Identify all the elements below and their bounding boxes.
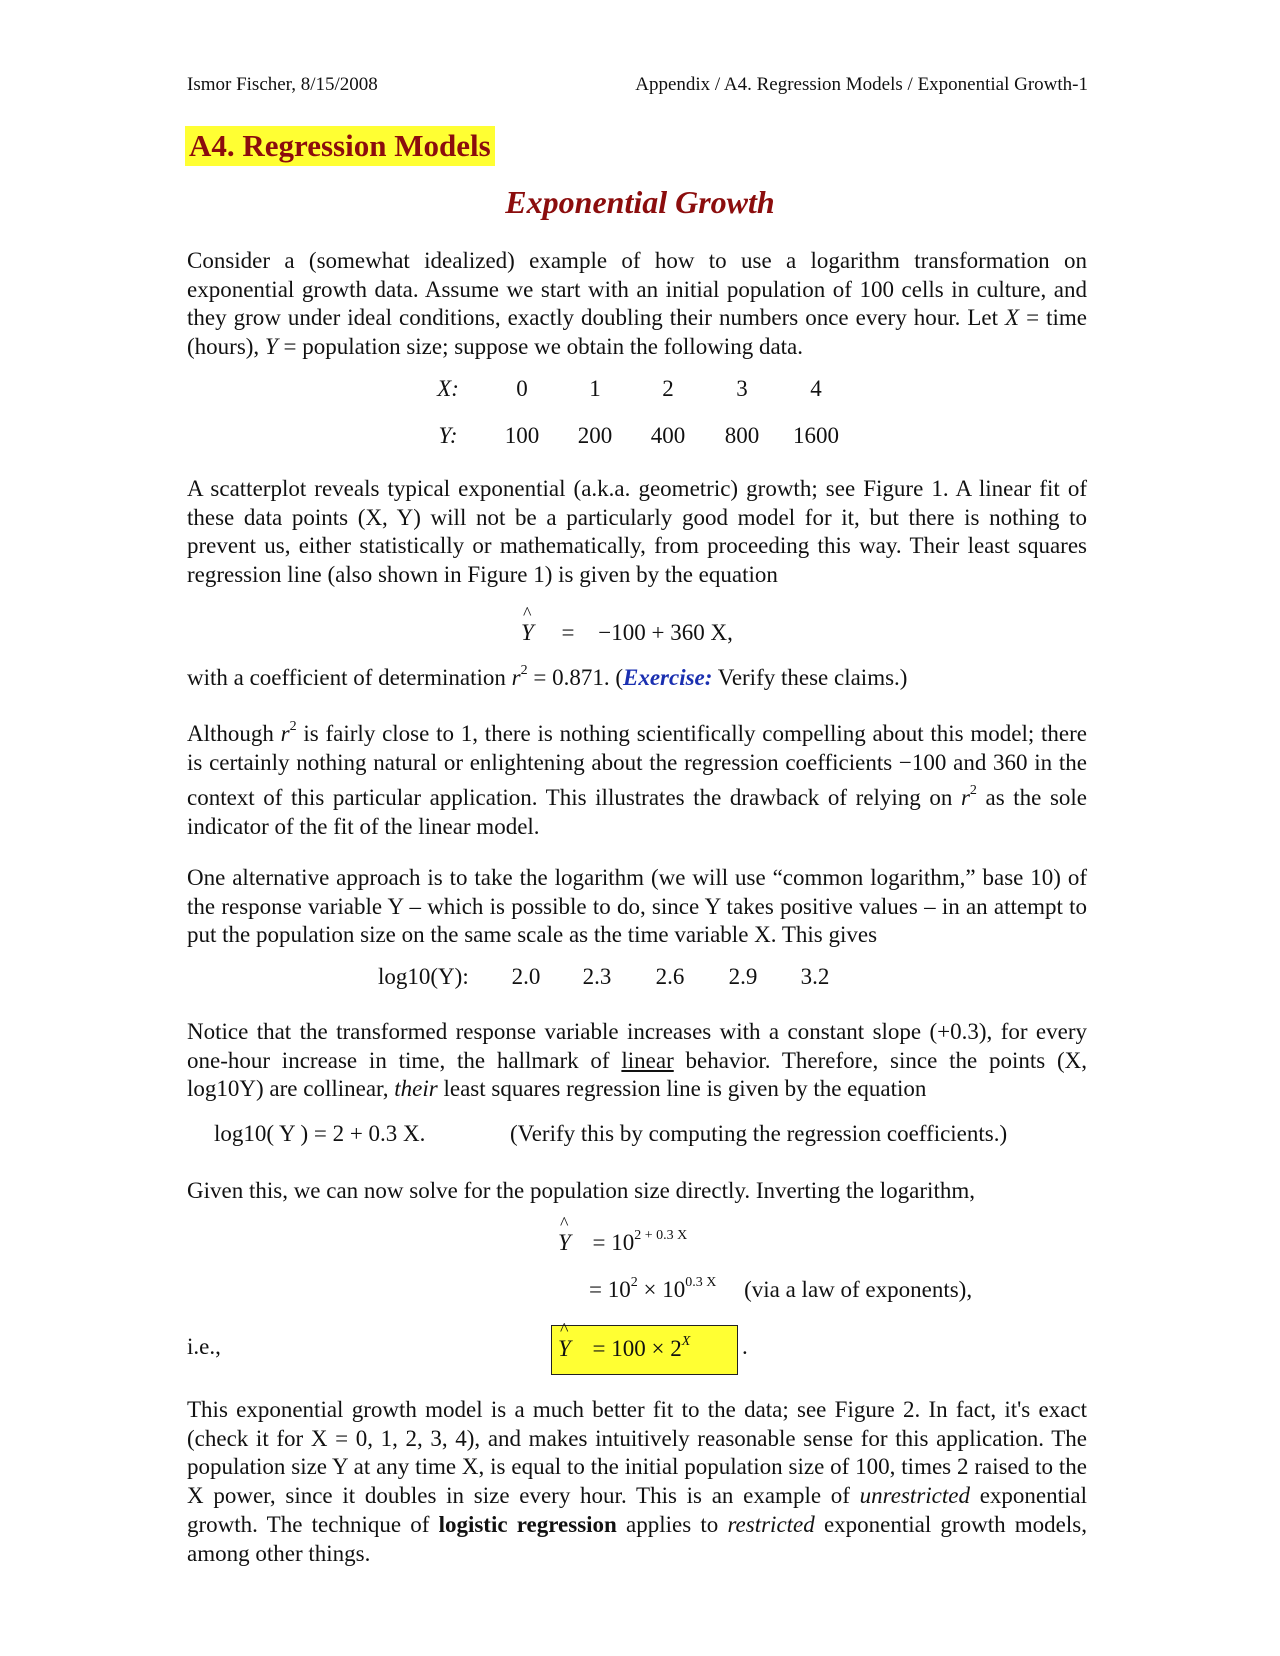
exponent: 0.3 X [685,1275,717,1290]
table-cell: 100 [504,423,540,448]
paragraph-text: behavior. Therefore, since the points (X, log10Y) are collinear, [187,1047,1087,1102]
equation-linear-fit [521,620,733,646]
exponent: 2 [630,1275,638,1290]
row-label-x: X: [437,376,459,401]
paragraph-text: with a coefficient of determination [187,665,512,690]
paragraph-collinear [187,1018,1087,1104]
equation-period: . [742,1334,748,1359]
paragraph-text: Notice that the transformed response variable increases with a constant slope (+0.3), for every one-hour increase in time, the hallmark of [187,1019,1087,1073]
paragraph-conclusion [187,1396,1087,1568]
equation-rhs: −100 + 360 X, [598,620,733,645]
paragraph-text: This exponential growth model is a much better fit to the data; see Figure 2. In fact, it's exact (check it for X = 0, 1, 2, 3, 4), and makes intuitively reasonable sense for this application. The population size Y at any time X, is equal to the initial population size of 100, times 2 raised to the X power, since it doubles in size every hour. This is an example of [187,1397,1087,1509]
table-cell: 3.2 [800,964,830,989]
paragraph-text: least squares regression line is given by the equation [437,1076,927,1102]
superscript: 2 [969,783,977,799]
data-row-x [0,376,1280,406]
table-cell: 0 [516,376,528,401]
table-cell: 2.6 [655,964,685,989]
paragraph-text: exponential growth models, among other things. [187,1511,1087,1566]
paragraph-text: Verify these claims.) [712,665,908,690]
variable-y: Y [264,334,278,360]
superscript: 2 [289,719,297,734]
header-section-path: Appendix / A4. Regression Models / Exponential Growth-1 [635,74,1088,95]
paragraph-intro [187,247,1087,362]
paragraph-text: is fairly close to 1, there is nothing scientifically compelling about this model; there is certainly nothing natural or enlightening about the regression coefficients −100 and 360 in the context of this particular application. This illustrates the drawback of relying on [187,721,1088,811]
equation-log-fit: log10( Y ) = 2 + 0.3 X. [214,1121,426,1146]
italic-word: their [394,1076,438,1102]
row-label-log: log10(Y): [378,964,469,989]
equation-exp-line1 [558,1228,687,1256]
y-hat: ^ Y [521,620,534,646]
paragraph-r-squared [187,657,1087,693]
paragraph-text: exponential growth. The technique of [187,1483,1087,1537]
bold-term: logistic regression [438,1511,617,1537]
paragraph-text: Although [187,721,281,746]
subtitle: Exponential Growth [505,184,775,220]
equals-sign: = [561,620,575,645]
paragraph-text: applies to [616,1511,728,1537]
equation-log-note: (Verify this by computing the regression coefficients.) [510,1121,1008,1146]
table-cell: 400 [650,423,686,448]
equation-exp-result [558,1334,690,1362]
exponent: 2 + 0.3 X [634,1228,688,1243]
paragraph-scatterplot: A scatterplot reveals typical exponential (a.k.a. geometric) growth; see Figure 1. A linear fit of these data points (X, Y) will not be a particularly good model for it, but there is nothing to prevent us, either statistically or mathematically, from proceeding this way. Their least squares regression line (also shown in Figure 1) is given by the equation [187,476,1087,588]
equation-rhs: = 10 [592,1230,635,1255]
table-cell: 2 [662,376,674,401]
table-cell: 200 [577,423,613,448]
variable-x: X [1005,305,1020,331]
paragraph-text: = 0.871. ( [527,665,623,690]
y-hat: ^ Y [558,1230,571,1256]
paragraph-text: = time (hours), [187,305,1087,360]
variable-r: r [280,721,290,746]
data-row-y [0,423,1280,453]
paragraph-text: as the sole indicator of the fit of the linear model. [187,785,1088,840]
equation-rhs: = 100 × 2 [592,1336,682,1361]
italic-word: restricted [727,1511,815,1537]
section-title: A4. Regression Models [185,126,495,166]
data-row-log [0,964,1280,994]
table-cell: 1 [589,376,601,401]
table-cell: 4 [810,376,822,401]
table-cell: 2.3 [582,964,612,989]
exponent: X [681,1334,691,1349]
ie-label: i.e., [187,1334,221,1359]
table-cell: 2.9 [728,964,758,989]
equation-exp-line2 [589,1275,972,1303]
table-cell: 2.0 [511,964,541,989]
paragraph-drawback [187,713,1087,842]
paragraph-log-approach: One alternative approach is to take the logarithm (we will use “common logarithm,” base 10) of the response variable Y – which is possible to do, since Y takes positive values – in an attempt to put the population size on the same scale as the time variable X. This gives [187,865,1087,948]
equation-rhs: × 10 [637,1277,686,1302]
table-cell: 3 [736,376,748,401]
superscript: 2 [520,663,528,678]
italic-word: unrestricted [859,1483,970,1509]
table-cell: 1600 [793,423,839,448]
paragraph-inverting: Given this, we can now solve for the population size directly. Inverting the logarithm, [187,1178,975,1203]
row-label-y: Y: [438,423,458,448]
paragraph-text: Consider a (somewhat idealized) example of how to use a logarithm transformation on exponential growth data. Assume we start with an initial population of 100 cells in culture, and they grow under ideal conditions, exactly doubling their numbers once every hour. Let [187,248,1087,331]
underlined-word: linear [621,1047,674,1073]
equation-note: (via a law of exponents), [744,1277,973,1302]
variable-r: r [511,665,521,690]
equation-rhs: = 10 [589,1277,631,1302]
variable-r: r [960,785,970,811]
table-cell: 800 [724,423,760,448]
y-hat: ^ Y [558,1336,571,1362]
header-author-date: Ismor Fischer, 8/15/2008 [187,74,378,95]
paragraph-text: = population size; suppose we obtain the following data. [277,334,803,360]
exercise-label: Exercise: [623,665,713,690]
